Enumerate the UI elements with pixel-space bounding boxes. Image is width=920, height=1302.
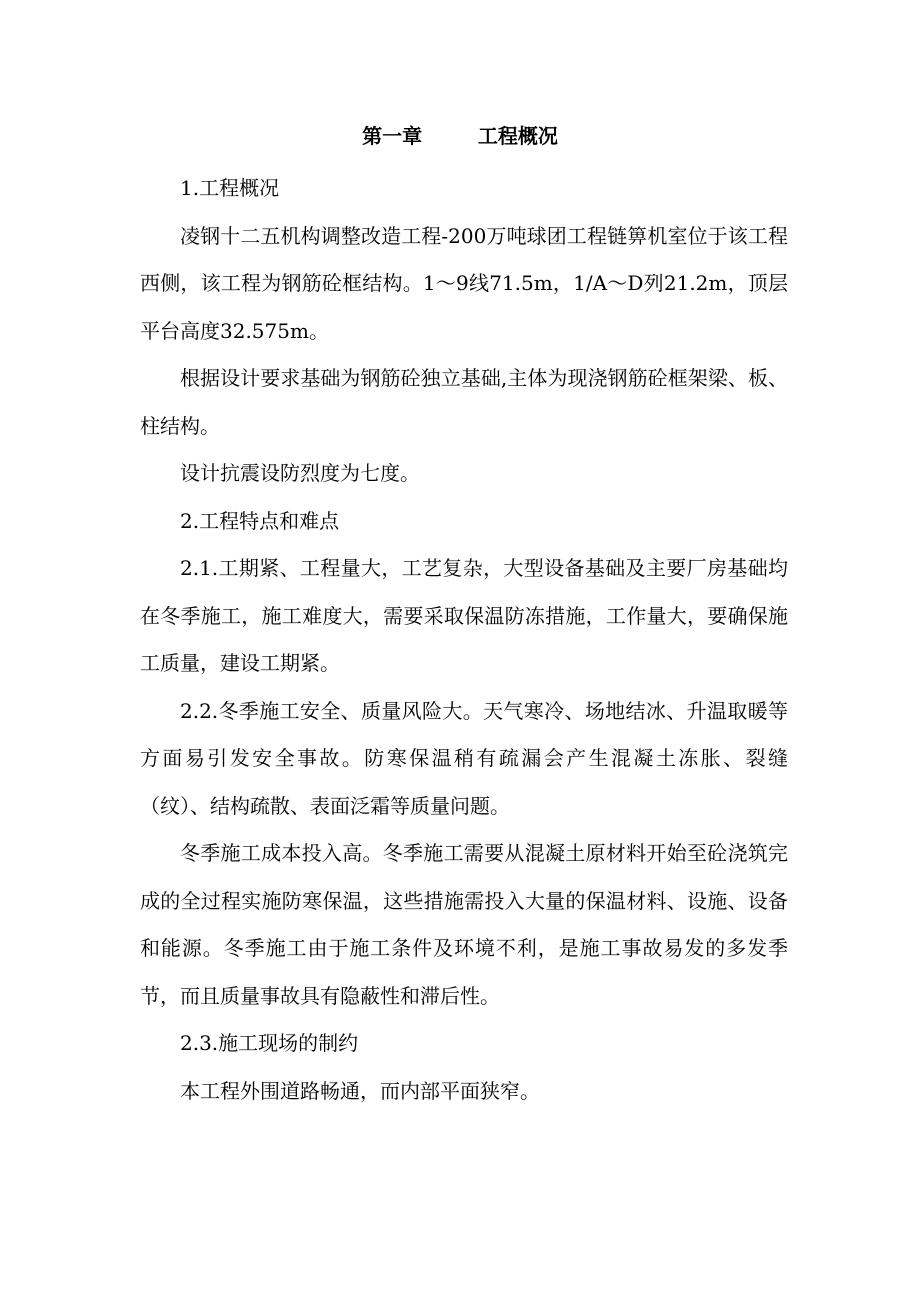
paragraph-section-1-heading: 1.工程概况	[180, 176, 280, 200]
paragraph-seismic-intensity: 设计抗震设防烈度为七度。	[180, 461, 420, 485]
paragraph-site-constraints: 本工程外围道路畅通，而内部平面狭窄。	[180, 1078, 540, 1103]
paragraph-section-2-heading: 2.工程特点和难点	[180, 508, 340, 533]
paragraph-section-2-1: 2.1.工期紧、工程量大，工艺复杂，大型设备基础及主要厂房基础均在冬季施工，施工难度大，需要采取保温防冻措施，工作量大，要确保施工质量，建设工期紧。	[140, 556, 788, 675]
paragraph-section-2-3-heading: 2.3.施工现场的制约	[180, 1031, 359, 1055]
paragraph-section-2-2: 2.2.冬季施工安全、质量风险大。天气寒冷、场地结冰、升温取暖等方面易引发安全事故。防寒保温稍有疏漏会产生混凝土冻胀、裂缝（纹）、结构疏散、表面泛霜等质量问题。	[140, 698, 788, 818]
document-body	[140, 165, 788, 1115]
paragraph-structure-design: 根据设计要求基础为钢筋砼独立基础,主体为现浇钢筋砼框架梁、板、柱结构。	[140, 366, 788, 438]
paragraph-winter-cost: 冬季施工成本投入高。冬季施工需要从混凝土原材料开始至砼浇筑完成的全过程实施防寒保温，这些措施需投入大量的保温材料、设施、设备和能源。冬季施工由于施工条件及环境不利，是施工事故易发的多发季节，而且质量事故具有隐蔽性和滞后性。	[140, 841, 788, 1008]
paragraph-project-location: 凌钢十二五机构调整改造工程-200万吨球团工程链箅机室位于该工程西侧，该工程为钢筋砼框结构。1～9线71.5m，1/A～D列21.2m，顶层平台高度32.575m。	[140, 223, 788, 343]
chapter-title: 第一章 工程概况	[362, 124, 558, 148]
